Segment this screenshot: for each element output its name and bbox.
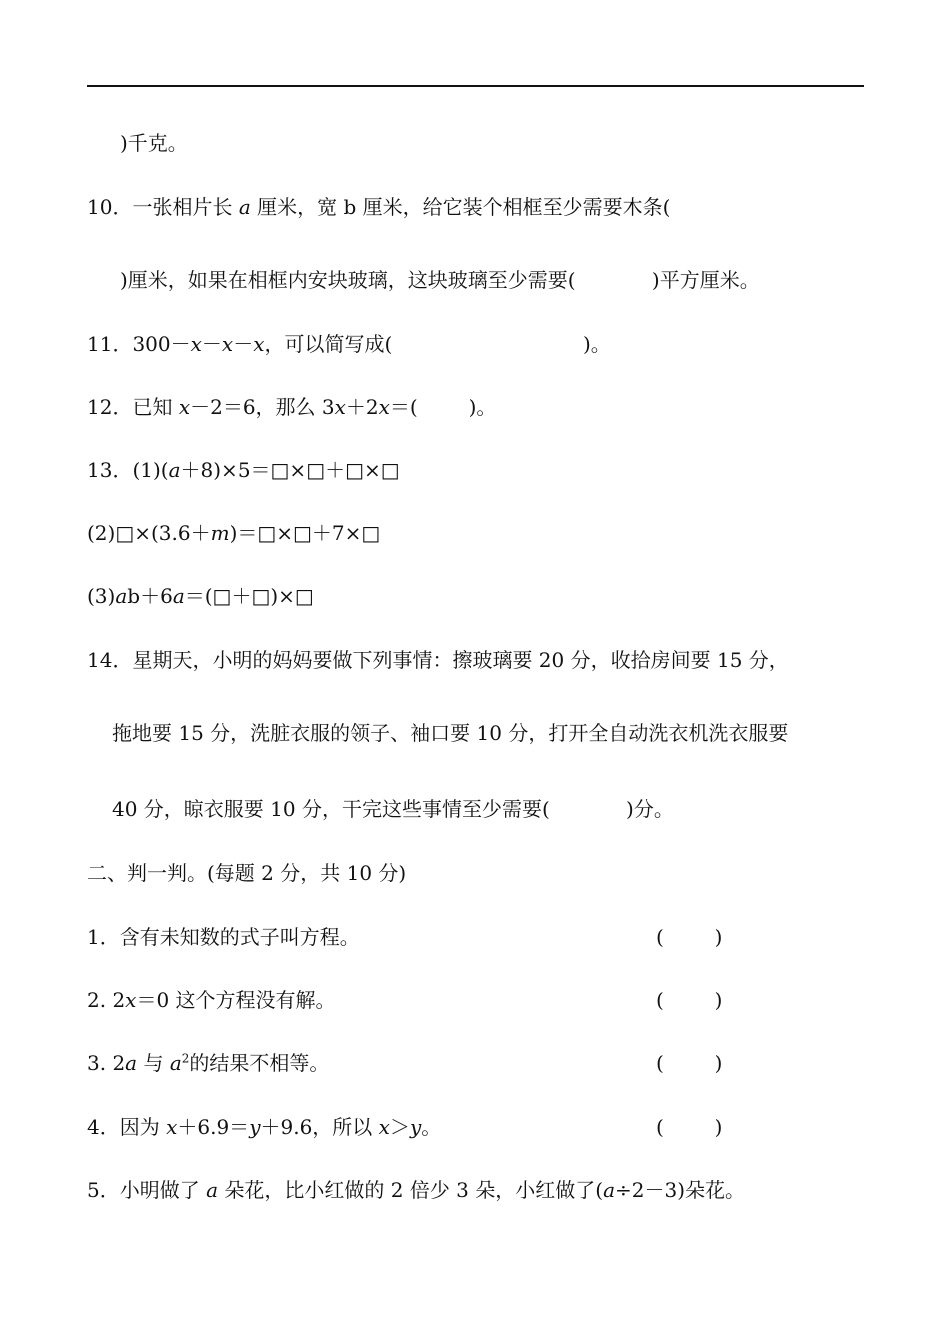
header-rule (87, 85, 864, 87)
question-14-line1: 14．星期天，小明的妈妈要做下列事情：擦玻璃要 20 分，收拾房间要 15 分， (87, 648, 789, 672)
section-2-title: 二、判一判。(每题 2 分，共 10 分) (87, 861, 407, 885)
question-11: 11．300－x－x－x，可以简写成( )。 (87, 332, 611, 356)
question-12: 12．已知 x－2＝6，那么 3x＋2x＝( )。 (87, 395, 497, 419)
answer-paren-4: ( ) (656, 1115, 723, 1139)
question-14-line2: 拖地要 15 分，洗脏衣服的领子、袖口要 10 分，打开全自动洗衣机洗衣服要 (112, 721, 789, 745)
judge-item-1: 1．含有未知数的式子叫方程。 (87, 925, 360, 949)
answer-paren-3: ( ) (656, 1051, 723, 1075)
answer-paren-1: ( ) (656, 925, 723, 949)
question-10-line1: 10．一张相片长 a 厘米，宽 b 厘米，给它装个相框至少需要木条( (87, 195, 671, 219)
judge-item-2: 2. 2x＝0 这个方程没有解。 (87, 988, 336, 1012)
question-13-part1: 13．(1)(a＋8)×5＝□×□＋□×□ (87, 458, 400, 482)
answer-paren-2: ( ) (656, 988, 723, 1012)
q9-tail: )千克。 (120, 131, 188, 155)
judge-item-4: 4．因为 x＋6.9＝y＋9.6，所以 x＞y。 (87, 1115, 442, 1139)
question-13-part2: (2)□×(3.6＋m)＝□×□＋7×□ (87, 521, 381, 545)
question-10-line2: )厘米，如果在相框内安块玻璃，这块玻璃至少需要( )平方厘米。 (120, 268, 760, 292)
question-13-part3: (3)ab＋6a＝(□＋□)×□ (87, 584, 314, 608)
question-14-line3: 40 分，晾衣服要 10 分，干完这些事情至少需要( )分。 (112, 797, 674, 821)
judge-item-5: 5．小明做了 a 朵花，比小红做的 2 倍少 3 朵，小红做了(a÷2－3)朵花。 (87, 1178, 746, 1202)
judge-item-3: 3. 2a 与 $a^2$的结果不相等。 (87, 1051, 330, 1075)
